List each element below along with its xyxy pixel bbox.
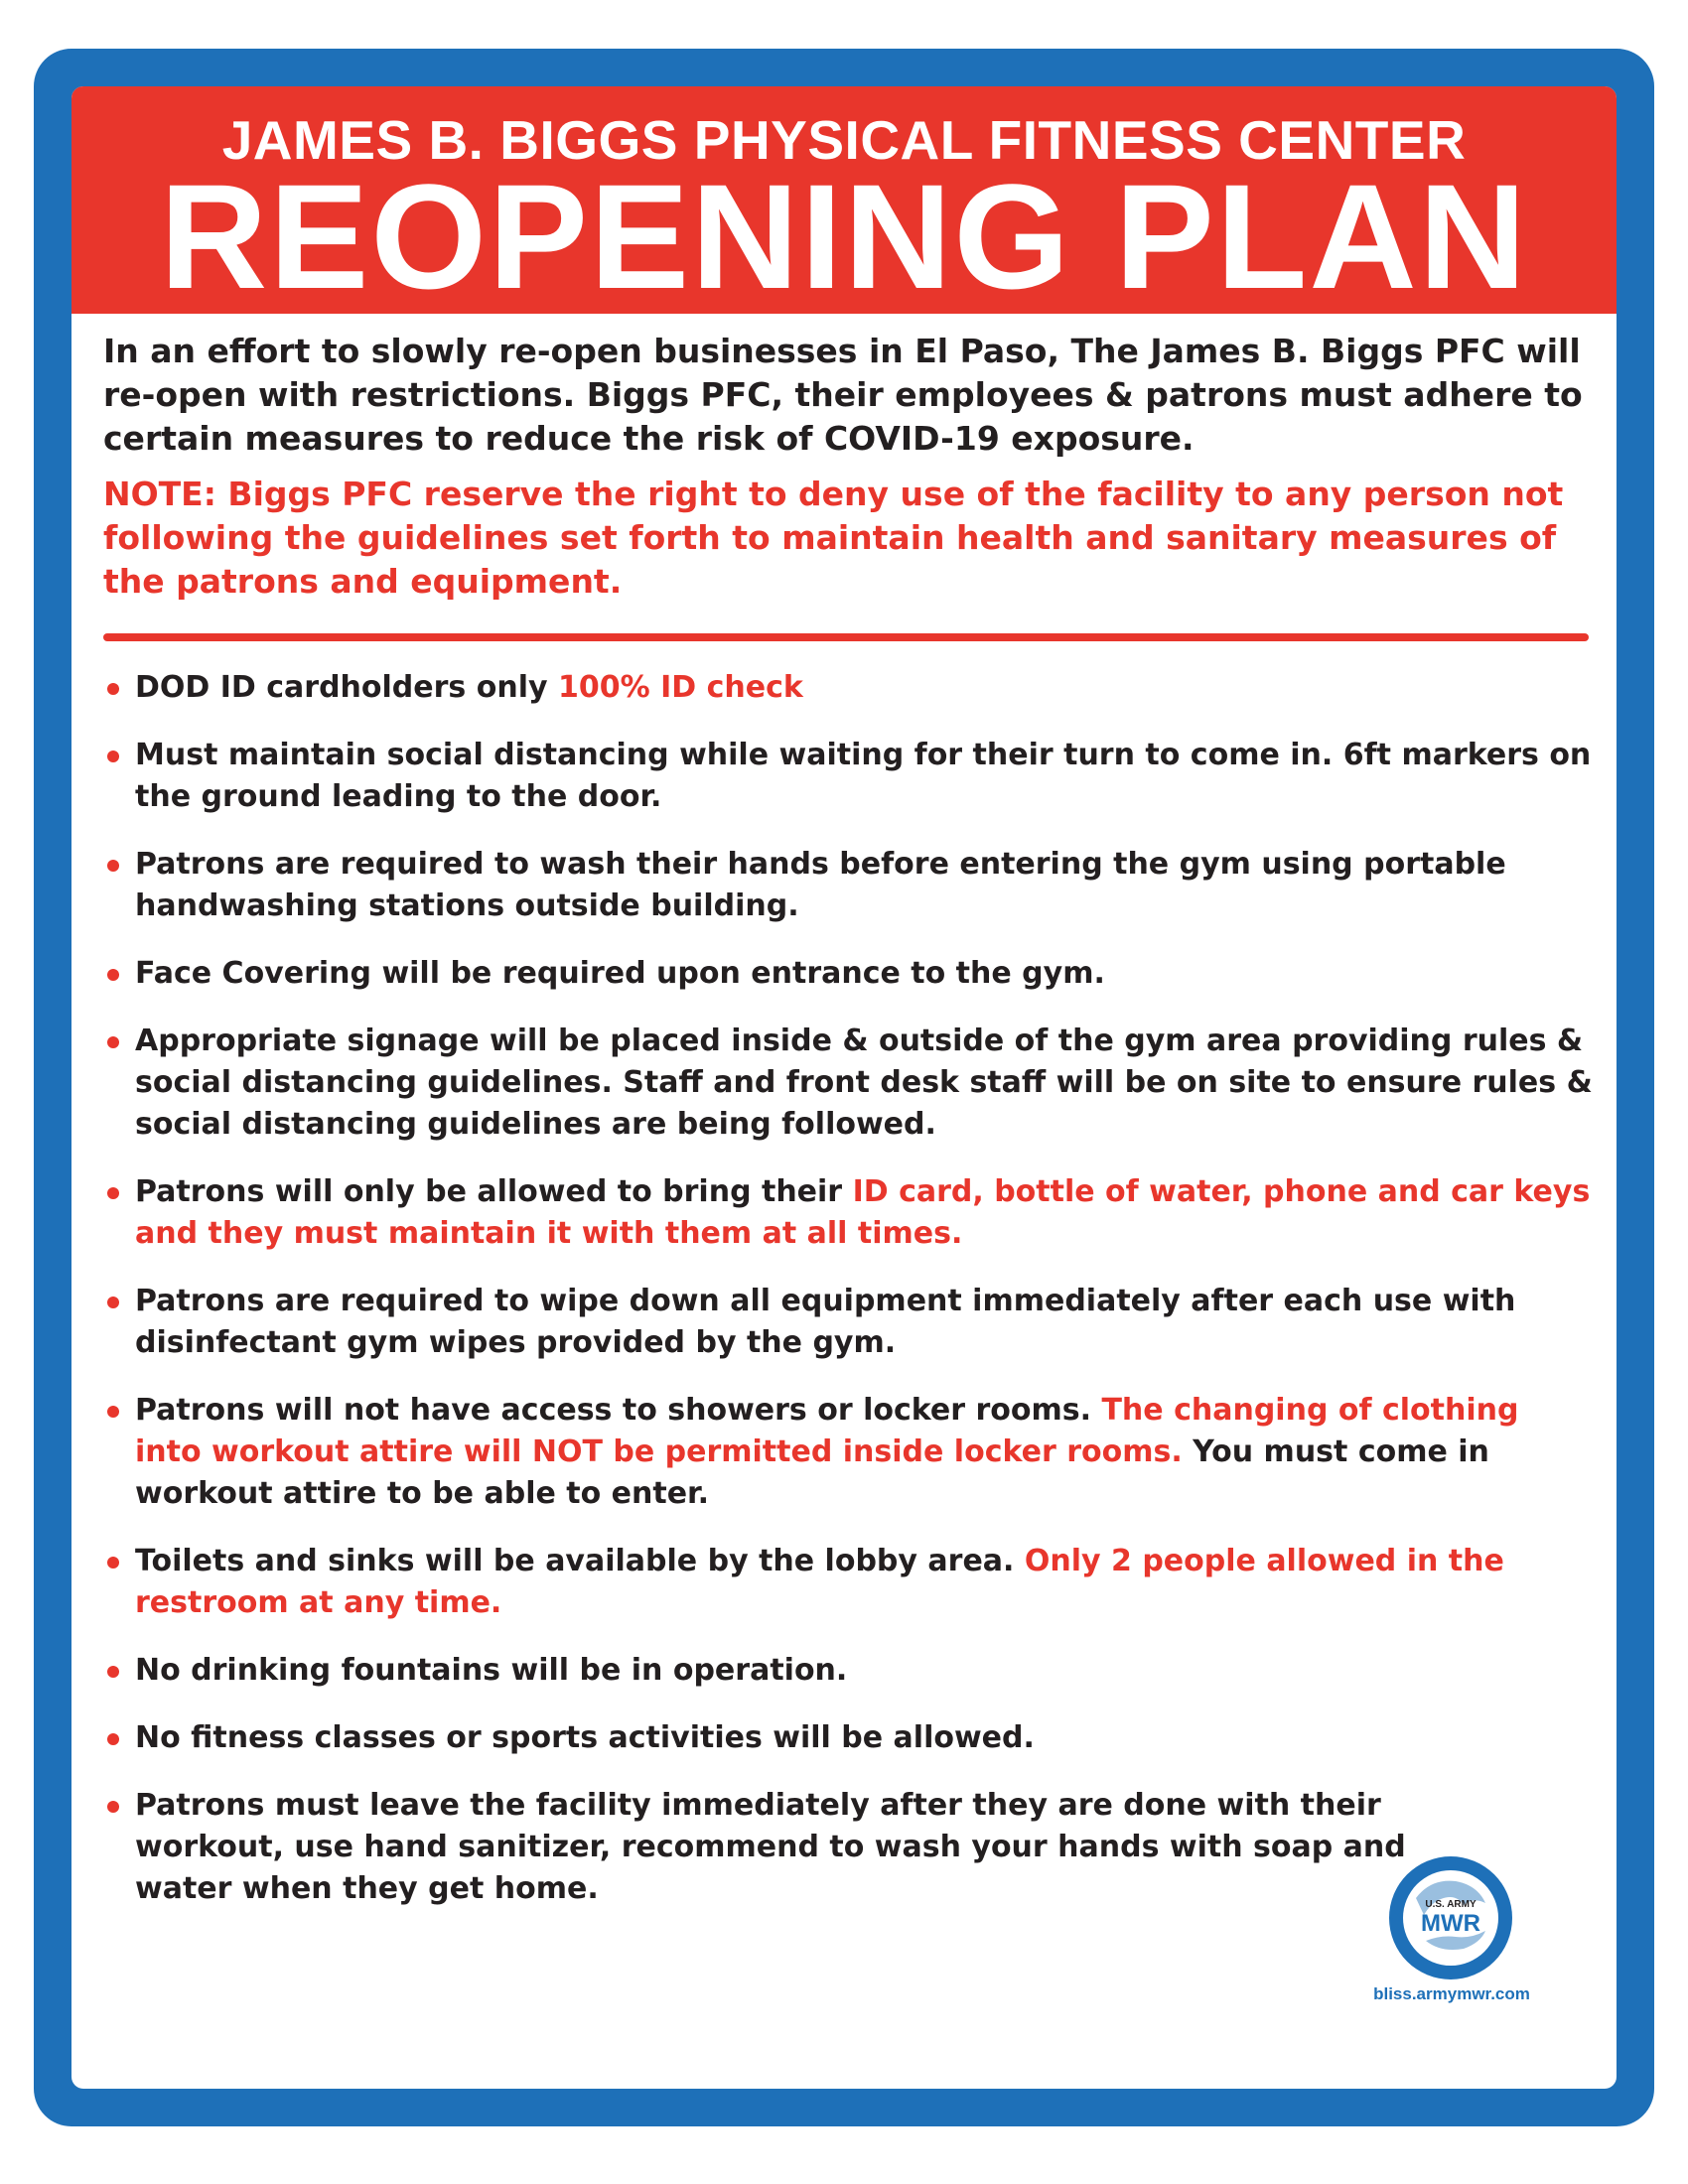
rules-list: [103, 667, 1593, 1910]
page-title: REOPENING PLAN: [159, 153, 1529, 320]
list-item: Patrons will not have access to showers or locker rooms. The changing of clothing into workout attire will NOT be permitted inside locker rooms. You must come in workout attire to be able to enter.: [103, 1390, 1593, 1515]
poster-body: [71, 86, 1617, 2089]
list-item: Appropriate signage will be placed inside & outside of the gym area providing rules & social distancing guidelines. Staff and front desk staff will be on site to ensure rules & social distancing guidelines are being followed.: [103, 1021, 1593, 1146]
list-item: DOD ID cardholders only 100% ID check: [103, 667, 1593, 709]
list-item: Patrons must leave the facility immediately after they are done with their workout, use hand sanitizer, recommend to wash your hands with soap and water when they get home.: [103, 1785, 1593, 1910]
list-item: No drinking fountains will be in operation.: [103, 1650, 1593, 1692]
army-mwr-logo: [1386, 1853, 1515, 1982]
list-item: Patrons are required to wipe down all equipment immediately after each use with disinfectant gym wipes provided by the gym.: [103, 1281, 1593, 1364]
facility-name: JAMES B. BIGGS PHYSICAL FITNESS CENTER: [221, 109, 1467, 171]
footer-url: bliss.armymwr.com: [1373, 1984, 1530, 2003]
list-item: Must maintain social distancing while waiting for their turn to come in. 6ft markers on the ground leading to the door.: [103, 735, 1593, 818]
list-item: Toilets and sinks will be available by the lobby area. Only 2 people allowed in the restroom at any time.: [103, 1541, 1593, 1624]
list-item: No fitness classes or sports activities will be allowed.: [103, 1717, 1593, 1759]
list-item: Face Covering will be required upon entrance to the gym.: [103, 953, 1593, 995]
list-item: Patrons will only be allowed to bring their ID card, bottle of water, phone and car keys and they must maintain it with them at all times.: [103, 1171, 1593, 1255]
intro-paragraph: In an effort to slowly re-open businesses in El Paso, The James B. Biggs PFC will re-open with restrictions. Biggs PFC, their employees & patrons must adhere to certain measures to reduce the risk of COVID-19 exposure.: [103, 332, 1583, 458]
list-item: Patrons are required to wash their hands before entering the gym using portable handwashing stations outside building.: [103, 844, 1593, 927]
svg-text:MWR: MWR: [1421, 1910, 1480, 1937]
svg-text:U.S. ARMY: U.S. ARMY: [1425, 1899, 1477, 1910]
divider-rule: [103, 633, 1589, 641]
note-paragraph: NOTE: Biggs PFC reserve the right to deny use of the facility to any person not following the guidelines set forth to maintain health and sanitary measures of the patrons and equipment.: [103, 475, 1564, 601]
content-area: [103, 330, 1593, 1936]
header-banner: [71, 86, 1617, 320]
